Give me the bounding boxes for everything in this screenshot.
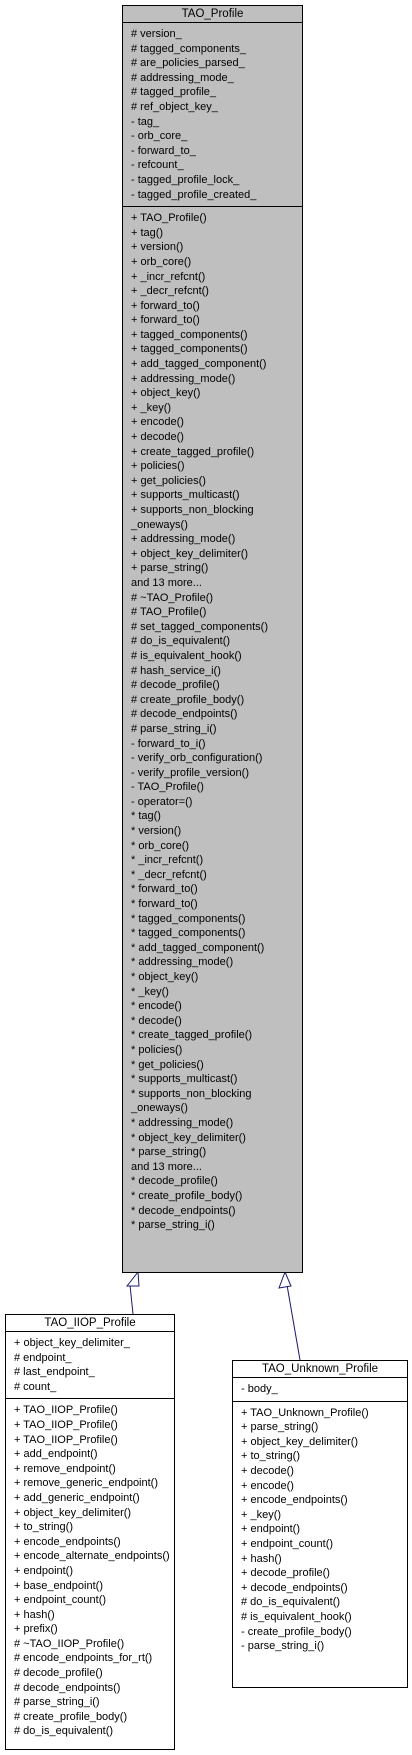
class-member: - verify_profile_version() <box>131 766 249 779</box>
class-member: + forward_to() <box>131 299 200 312</box>
class-member: - create_profile_body() <box>241 1625 352 1638</box>
class-member: + hash() <box>14 1608 55 1621</box>
class-member: + decode_profile() <box>241 1567 330 1580</box>
class-member: - tagged_profile_created_ <box>131 188 257 201</box>
class-member: # ~TAO_Profile() <box>131 591 214 604</box>
class-member: # last_endpoint_ <box>14 1366 95 1379</box>
class-member: # do_is_equivalent() <box>131 635 231 648</box>
class-member: + TAO_IIOP_Profile() <box>14 1404 118 1417</box>
class-member: * tagged_components() <box>131 927 246 940</box>
class-member: # addressing_mode_ <box>131 71 234 84</box>
operations-section <box>233 1402 407 1658</box>
class-member: + object_key_delimiter() <box>14 1506 132 1519</box>
class-member: - operator=() <box>131 795 193 808</box>
class-title: TAO_Unknown_Profile <box>233 1361 407 1378</box>
class-member: + endpoint() <box>14 1564 74 1577</box>
class-member: + parse_string() <box>131 562 209 575</box>
class-member: # are_policies_parsed_ <box>131 57 245 70</box>
class-member: + _incr_refcnt() <box>131 270 206 283</box>
class-member: * policies() <box>131 1043 183 1056</box>
class-member: * supports_multicast() <box>131 1073 238 1086</box>
class-member: * orb_core() <box>131 839 190 852</box>
operations-section <box>123 207 302 1237</box>
class-member: # create_profile_body() <box>14 1710 128 1723</box>
class-member: + base_endpoint() <box>14 1579 103 1592</box>
class-member: + object_key() <box>131 387 201 400</box>
class-member: + forward_to() <box>131 314 200 327</box>
class-member: * get_policies() <box>131 1058 204 1071</box>
class-member: # decode_profile() <box>131 679 220 692</box>
operations-section <box>6 1399 174 1743</box>
class-member: * add_tagged_component() <box>131 941 265 954</box>
class-member: + add_generic_endpoint() <box>14 1491 140 1504</box>
class-member: - orb_core_ <box>131 130 188 143</box>
iiop-inheritance-edge <box>127 1272 139 1314</box>
class-member: + addressing_mode() <box>131 533 236 546</box>
class-member: + addressing_mode() <box>131 372 236 385</box>
attributes-section <box>6 1332 174 1399</box>
class-member: # decode_endpoints() <box>14 1681 121 1694</box>
class-member: * _key() <box>131 985 169 998</box>
class-member: - TAO_Profile() <box>131 781 204 794</box>
class-member: + add_tagged_component() <box>131 358 267 371</box>
class-member: * forward_to() <box>131 883 198 896</box>
class-member: # hash_service_i() <box>131 664 221 677</box>
class-member: * parse_string() <box>131 1146 207 1159</box>
class-member: + add_endpoint() <box>14 1448 98 1461</box>
class-member: * object_key_delimiter() <box>131 1131 246 1144</box>
class-member: * encode() <box>131 1000 182 1013</box>
class-member: - tag_ <box>131 115 160 128</box>
class-member: + policies() <box>131 460 185 473</box>
class-member: + prefix() <box>14 1623 58 1636</box>
unknown-inheritance-edge <box>279 1272 300 1360</box>
tao-iiop-profile-class[interactable] <box>5 1314 175 1750</box>
class-member: + decode() <box>131 431 184 444</box>
class-member: + TAO_Profile() <box>131 212 207 225</box>
class-member: + _key() <box>131 401 172 414</box>
class-member: - forward_to_i() <box>131 737 206 750</box>
class-member: + tagged_components() <box>131 343 248 356</box>
class-member: # parse_string_i() <box>14 1696 100 1709</box>
class-member: # decode_endpoints() <box>131 708 238 721</box>
class-member: and 13 more... <box>131 1160 202 1173</box>
class-member: - refcount_ <box>131 159 184 172</box>
class-member: # is_equivalent_hook() <box>241 1610 352 1623</box>
class-member: + object_key_delimiter_ <box>14 1337 130 1349</box>
class-member: # ref_object_key_ <box>131 100 218 113</box>
class-member: + _decr_refcnt() <box>131 285 209 298</box>
class-member: - forward_to_ <box>131 144 196 157</box>
class-member: + TAO_IIOP_Profile() <box>14 1433 118 1446</box>
class-member: + encode() <box>131 416 184 429</box>
class-member: * addressing_mode() <box>131 1116 234 1129</box>
class-member: * decode() <box>131 1014 182 1027</box>
class-member: # version_ <box>131 28 182 40</box>
class-member: + orb_core() <box>131 255 192 268</box>
class-member: # ~TAO_IIOP_Profile() <box>14 1637 125 1650</box>
class-member: # endpoint_ <box>14 1351 72 1364</box>
class-member: + remove_generic_endpoint() <box>14 1477 159 1490</box>
class-member: # do_is_equivalent() <box>241 1596 341 1609</box>
class-member: + TAO_IIOP_Profile() <box>14 1418 118 1431</box>
class-member: + decode_endpoints() <box>241 1581 348 1594</box>
class-member: # tagged_components_ <box>131 42 246 55</box>
class-member: + remove_endpoint() <box>14 1462 116 1475</box>
class-title: TAO_IIOP_Profile <box>6 1315 174 1332</box>
class-member: + create_tagged_profile() <box>131 445 255 458</box>
class-member: # create_profile_body() <box>131 693 245 706</box>
class-member: * forward_to() <box>131 898 198 911</box>
class-member: # do_is_equivalent() <box>14 1725 114 1738</box>
class-member: - verify_orb_configuration() <box>131 752 263 765</box>
class-member: + object_key_delimiter() <box>131 547 249 560</box>
attributes-section <box>233 1378 407 1402</box>
attributes-section <box>123 23 302 207</box>
class-member: + encode() <box>241 1479 294 1492</box>
class-member: + tag() <box>131 226 164 239</box>
class-member: # count_ <box>14 1380 57 1393</box>
class-member: # tagged_profile_ <box>131 86 217 99</box>
class-member: * decode_endpoints() <box>131 1204 236 1217</box>
class-member: * tag() <box>131 810 161 823</box>
class-member: + decode() <box>241 1464 294 1477</box>
class-member: + encode_endpoints() <box>241 1494 348 1507</box>
class-member: * create_tagged_profile() <box>131 1029 253 1042</box>
class-member: + _key() <box>241 1508 282 1521</box>
class-member: * _incr_refcnt() <box>131 854 204 867</box>
class-member: + encode_alternate_endpoints() <box>14 1550 170 1563</box>
class-member: * _decr_refcnt() <box>131 868 207 881</box>
class-member: + supports_multicast() <box>131 489 240 502</box>
class-member: _oneways() <box>131 518 188 531</box>
class-member: + endpoint_count() <box>241 1537 334 1550</box>
class-member: # parse_string_i() <box>131 722 217 735</box>
class-member: + endpoint() <box>241 1523 301 1536</box>
class-member: + encode_endpoints() <box>14 1535 121 1548</box>
class-member: * version() <box>131 825 182 838</box>
class-member: * decode_profile() <box>131 1175 218 1188</box>
class-member: + supports_non_blocking <box>131 504 254 516</box>
class-member: + hash() <box>241 1552 282 1565</box>
class-member: + get_policies() <box>131 474 206 487</box>
class-member: # set_tagged_components() <box>131 620 268 633</box>
class-member: - tagged_profile_lock_ <box>131 173 240 186</box>
class-member: + tagged_components() <box>131 328 248 341</box>
class-member: * tagged_components() <box>131 912 246 925</box>
class-member: * addressing_mode() <box>131 956 234 969</box>
class-member: + to_string() <box>241 1450 300 1463</box>
class-member: * object_key() <box>131 971 199 983</box>
class-member: # TAO_Profile() <box>131 606 207 619</box>
class-member: - parse_string_i() <box>241 1640 325 1653</box>
class-title: TAO_Profile <box>123 6 302 23</box>
class-member: + to_string() <box>14 1521 73 1534</box>
tao-profile-class[interactable] <box>122 5 303 1273</box>
class-member: # encode_endpoints_for_rt() <box>14 1652 153 1665</box>
tao-unknown-profile-class[interactable] <box>232 1360 408 1688</box>
class-member: + parse_string() <box>241 1421 319 1434</box>
class-member: + TAO_Unknown_Profile() <box>241 1406 369 1419</box>
class-member: and 13 more... <box>131 576 202 589</box>
class-member: # decode_profile() <box>14 1667 103 1680</box>
class-member: * create_profile_body() <box>131 1189 243 1202</box>
class-member: * supports_non_blocking <box>131 1087 252 1100</box>
class-member: - body_ <box>241 1383 278 1395</box>
class-member: + version() <box>131 241 184 254</box>
class-member: _oneways() <box>131 1102 188 1115</box>
class-member: * parse_string_i() <box>131 1219 215 1232</box>
class-member: # is_equivalent_hook() <box>131 649 242 662</box>
class-member: + endpoint_count() <box>14 1594 107 1607</box>
class-member: + object_key_delimiter() <box>241 1435 359 1448</box>
